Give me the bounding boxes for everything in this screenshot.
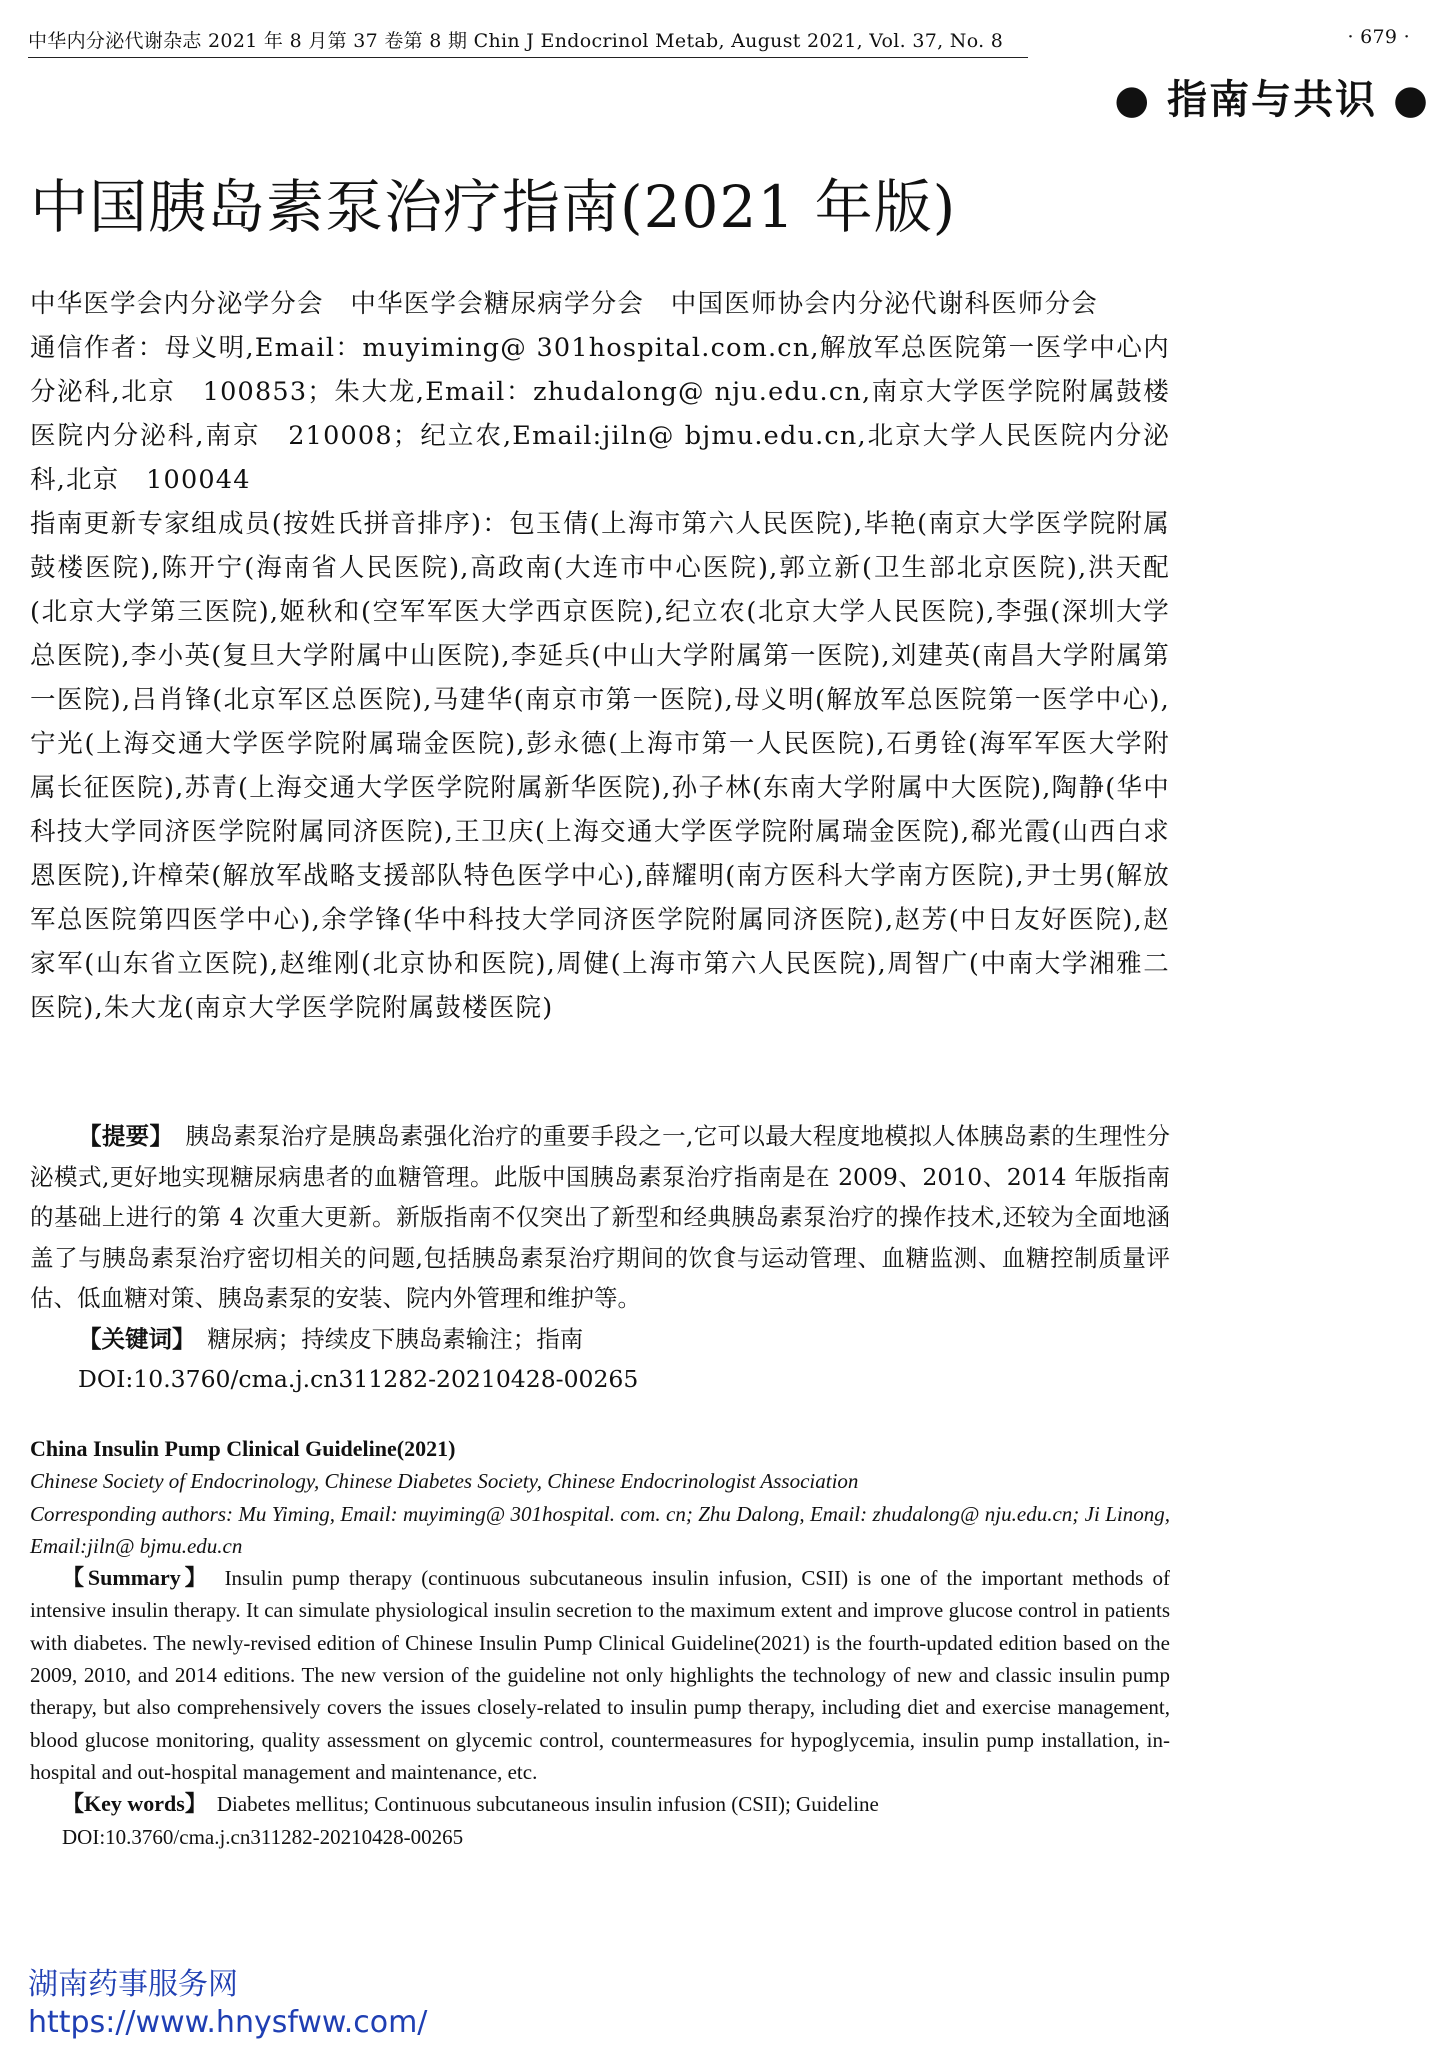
page-number: · 679 ·: [1347, 26, 1410, 48]
cn-summary-text: 胰岛素泵治疗是胰岛素强化治疗的重要手段之一,它可以最大程度地模拟人体胰岛素的生理性分泌模式,更好地实现糖尿病患者的血糖管理。此版中国胰岛素泵治疗指南是在 2009、2010、2014 年版指南的基础上进行的第 4 次重大更新。新版指南不仅突出了新型和经典胰岛素泵治疗的操作技术,还较为全面地涵盖了与胰岛素泵治疗密切相关的问题,包括胰岛素泵治疗期间的饮食与运动管理、血糖监测、血糖控制质量评估、低血糖对策、胰岛素泵的安装、院内外管理和维护等。: [30, 1122, 1171, 1312]
author-block: [30, 282, 1170, 1030]
cn-summary-tag: 【提要】: [78, 1122, 162, 1150]
site-watermark: [28, 1966, 427, 2042]
column-label: ● 指南与共识 ●: [1114, 77, 1430, 123]
en-title: China Insulin Pump Clinical Guideline(2021): [30, 1436, 456, 1461]
cn-summary-paragraph: [30, 1116, 1170, 1319]
cn-keywords-text: 糖尿病；持续皮下胰岛素输注；指南: [207, 1324, 584, 1353]
en-keywords-tag: 【Key words】: [62, 1791, 196, 1817]
en-summary-text: Insulin pump therapy (continuous subcutaneous insulin infusion, CSII) is one of the important methods of intensive insulin therapy. It can simulate physiological insulin secretion to the maximum extent and improve glucose control in patients with diabetes. The newly-revised edition of Chinese Insulin Pump Clinical Guideline(2021) is the fourth-updated edition based on the 2009, 2010, and 2014 editions. The new version of the guideline not only highlights the technology of new and classic insulin pump therapy, but also comprehensively covers the issues closely-related to insulin pump therapy, including diet and exercise management, blood glucose monitoring, quality assessment on glycemic control, countermeasures for hypoglycemia, insulin pump installation, in-hospital and out-hospital management and maintenance, etc.: [30, 1566, 1171, 1784]
en-summary-paragraph: [30, 1562, 1170, 1788]
en-keywords-text: Diabetes mellitus; Continuous subcutaneous insulin infusion (CSII); Guideline: [216, 1792, 879, 1817]
author-organizations: 中华医学会内分泌学分会 中华医学会糖尿病学分会 中国医师协会内分泌代谢科医师分会: [30, 289, 1099, 319]
cn-doi: DOI:10.3760/cma.j.cn311282-20210428-00265: [78, 1365, 639, 1393]
article-title: 中国胰岛素泵治疗指南(2021 年版): [30, 173, 957, 241]
journal-citation: 中华内分泌代谢杂志 2021 年 8 月第 37 卷第 8 期 Chin J Endocrinol Metab, August 2021, Vol. 37, No. 8: [28, 30, 1004, 52]
en-doi: DOI:10.3760/cma.j.cn311282-20210428-00265: [62, 1824, 464, 1849]
en-organizations: Chinese Society of Endocrinology, Chinese Diabetes Society, Chinese Endocrinologist Association: [30, 1469, 859, 1494]
english-abstract: [30, 1433, 1170, 1853]
watermark-site-name: 湖南药事服务网: [28, 1967, 238, 2002]
watermark-url[interactable]: https://www.hnysfww.com/: [28, 2005, 428, 2040]
en-summary-tag: 【Summary】: [62, 1565, 200, 1591]
en-corresponding-authors: Corresponding authors: Mu Yiming, Email: muyiming@ 301hospital. com. cn; Zhu Dalong, Email: zhudalong@ nju.edu.cn; Ji Linong, Email:jiln@ bjmu.edu.cn: [30, 1501, 1170, 1558]
cn-keywords-tag: 【关键词】: [78, 1324, 184, 1353]
chinese-abstract: [30, 1116, 1170, 1400]
en-keywords-paragraph: [30, 1788, 1170, 1820]
header-divider: [28, 57, 1028, 58]
expert-group: 指南更新专家组成员(按姓氏拼音排序)：包玉倩(上海市第六人民医院),毕艳(南京大学医学院附属鼓楼医院),陈开宁(海南省人民医院),高政南(大连市中心医院),郭立新(卫生部北京医院),洪天配(北京大学第三医院),姬秋和(空军军医大学西京医院),纪立农(北京大学人民医院),李强(深圳大学总医院),李小英(复旦大学附属中山医院),李延兵(中山大学附属第一医院),刘建英(南昌大学附属第一医院),吕肖锋(北京军区总医院),马建华(南京市第一医院),母义明(解放军总医院第一医学中心),宁光(上海交通大学医学院附属瑞金医院),彭永德(上海市第一人民医院),石勇铨(海军军医大学附属长征医院),苏青(上海交通大学医学院附属新华医院),孙子林(东南大学附属中大医院),陶静(华中科技大学同济医学院附属同济医院),王卫庆(上海交通大学医学院附属瑞金医院),郗光霞(山西白求恩医院),许樟荣(解放军战略支援部队特色医学中心),薛耀明(南方医科大学南方医院),尹士男(解放军总医院第四医学中心),余学锋(华中科技大学同济医学院附属同济医院),赵芳(中日友好医院),赵家军(山东省立医院),赵维刚(北京协和医院),周健(上海市第六人民医院),周智广(中南大学湘雅二医院),朱大龙(南京大学医学院附属鼓楼医院): [30, 509, 1170, 1023]
cn-keywords-paragraph: [30, 1319, 1170, 1360]
corresponding-authors: 通信作者：母义明,Email：muyiming@ 301hospital.com.cn,解放军总医院第一医学中心内分泌科,北京 100853；朱大龙,Email：zhudalong@ nju.edu.cn,南京大学医学院附属鼓楼医院内分泌科,南京 210008；纪立农,Email:jiln@ bjmu.edu.cn,北京大学人民医院内分泌科,北京 100044: [30, 333, 1170, 495]
